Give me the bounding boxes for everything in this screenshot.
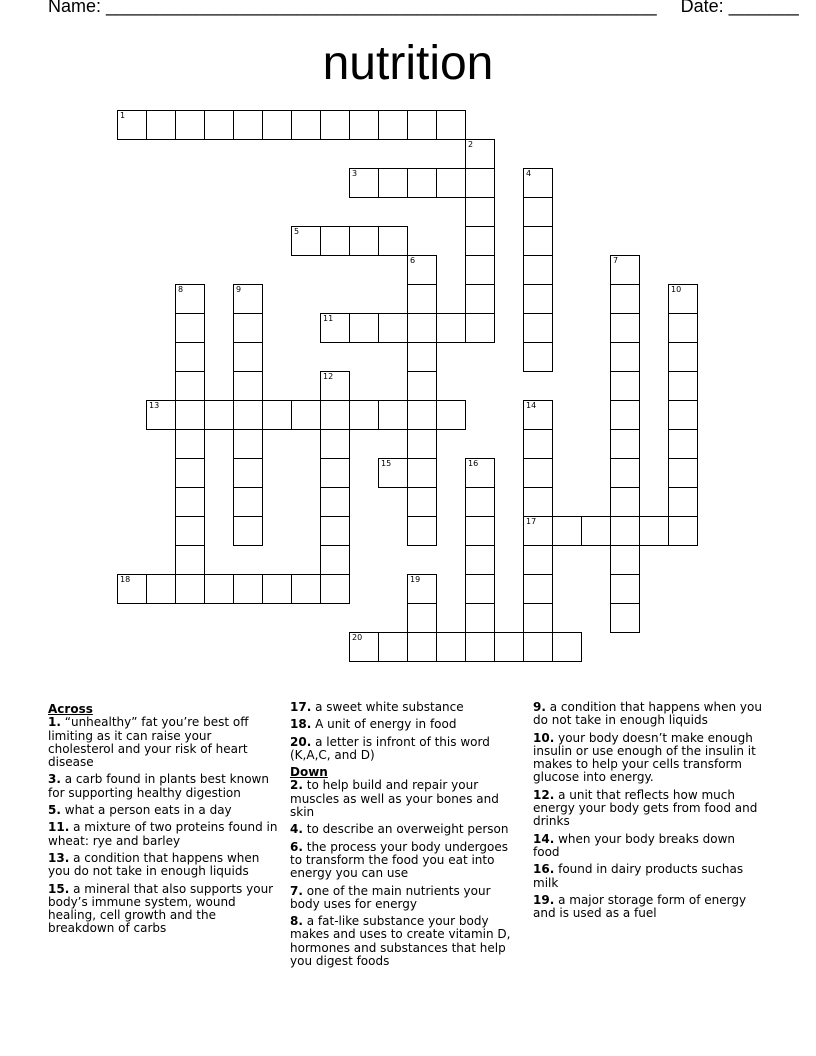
grid-cell[interactable] <box>204 574 234 604</box>
grid-cell[interactable] <box>233 400 263 430</box>
cell-number: 15 <box>381 459 392 468</box>
grid-cell[interactable] <box>378 458 408 488</box>
grid-cell[interactable] <box>523 284 553 314</box>
grid-cell[interactable] <box>175 400 205 430</box>
cell-number: 12 <box>323 372 334 381</box>
clue-down-9: 9. a condition that happens when you do not take in enough liquids <box>533 700 762 728</box>
grid-cell[interactable] <box>465 226 495 256</box>
grid-cell[interactable] <box>407 603 437 633</box>
clues-column-2 <box>290 701 522 972</box>
grid-cell[interactable] <box>204 110 234 140</box>
grid-cell[interactable] <box>349 110 379 140</box>
grid-cell[interactable] <box>523 313 553 343</box>
grid-cell[interactable] <box>523 168 553 198</box>
grid-cell[interactable] <box>465 516 495 546</box>
grid-cell[interactable] <box>320 400 350 430</box>
grid-cell[interactable] <box>233 371 263 401</box>
grid-cell[interactable] <box>233 313 263 343</box>
cell-number: 20 <box>352 633 363 642</box>
grid-cell[interactable] <box>407 429 437 459</box>
cell-number: 1 <box>120 111 126 120</box>
grid-cell[interactable] <box>407 168 437 198</box>
cell-number: 17 <box>526 517 537 526</box>
clue-down-16: 16. found in dairy products suchas milk <box>533 862 744 890</box>
grid-cell[interactable] <box>436 632 466 662</box>
grid-cell[interactable] <box>175 516 205 546</box>
clue-across-15: 15. a mineral that also supports your body’s immune system, wound healing, cell growth and the breakdown of carbs <box>48 881 274 936</box>
grid-cell[interactable] <box>610 284 640 314</box>
grid-cell[interactable] <box>262 574 292 604</box>
grid-cell[interactable] <box>175 313 205 343</box>
grid-cell[interactable] <box>291 574 321 604</box>
grid-cell[interactable] <box>349 632 379 662</box>
cell-number: 7 <box>613 256 619 265</box>
grid-cell[interactable] <box>233 516 263 546</box>
grid-cell[interactable] <box>378 400 408 430</box>
clue-across-1: 1. “unhealthy” fat you’re best off limiting as it can raise your cholesterol and your risk of heart disease <box>48 715 249 770</box>
clue-down-12: 12. a unit that reflects how much energy your body gets from food and drinks <box>533 787 758 829</box>
grid-cell[interactable] <box>175 574 205 604</box>
grid-cell[interactable] <box>320 545 350 575</box>
grid-cell[interactable] <box>320 429 350 459</box>
date-field-line[interactable]: _______ <box>728 0 799 16</box>
clue-down-8: 8. a fat-like substance your body makes and uses to create vitamin D, hormones and substances that help you digest foods <box>290 914 511 969</box>
grid-cell[interactable] <box>407 574 437 604</box>
clue-across-13: 13. a condition that happens when you do not take in enough liquids <box>48 850 260 879</box>
grid-cell[interactable] <box>175 284 205 314</box>
grid-cell[interactable] <box>465 574 495 604</box>
grid-cell[interactable] <box>407 458 437 488</box>
grid-cell[interactable] <box>175 458 205 488</box>
grid-cell[interactable] <box>436 110 466 140</box>
grid-cell[interactable] <box>552 632 582 662</box>
grid-cell[interactable] <box>668 400 698 430</box>
clue-down-19: 19. a major storage form of energy and is used as a fuel <box>533 892 747 921</box>
grid-cell[interactable] <box>175 487 205 517</box>
grid-cell[interactable] <box>552 516 582 546</box>
clue-across-20: 20. a letter is infront of this word (K,A,C, and D) <box>290 734 490 762</box>
grid-cell[interactable] <box>465 313 495 343</box>
grid-cell[interactable] <box>407 284 437 314</box>
grid-cell[interactable] <box>146 110 176 140</box>
clue-across-18: 18. A unit of energy in food <box>290 717 457 732</box>
grid-cell[interactable] <box>523 197 553 227</box>
name-field-line[interactable]: _______________________________________________________ <box>106 0 657 16</box>
grid-cell[interactable] <box>320 313 350 343</box>
grid-cell[interactable] <box>494 632 524 662</box>
cell-number: 6 <box>410 256 416 265</box>
grid-cell[interactable] <box>436 313 466 343</box>
grid-cell[interactable] <box>523 342 553 372</box>
grid-cell[interactable] <box>523 255 553 285</box>
grid-cell[interactable] <box>320 371 350 401</box>
grid-cell[interactable] <box>349 168 379 198</box>
grid-cell[interactable] <box>668 516 698 546</box>
grid-cell[interactable] <box>610 458 640 488</box>
grid-cell[interactable] <box>233 429 263 459</box>
clue-across-5: 5. what a person eats in a day <box>48 803 232 818</box>
grid-cell[interactable] <box>668 371 698 401</box>
date-label: Date: <box>680 0 724 16</box>
grid-cell[interactable] <box>610 603 640 633</box>
clue-down-10: 10. your body doesn’t make enough insulin or use enough of the insulin it makes to help your cells transform glucose into energy. <box>533 730 756 785</box>
grid-cell[interactable] <box>523 429 553 459</box>
clue-across-11: 11. a mixture of two proteins found in wheat: rye and barley <box>48 820 278 848</box>
grid-cell[interactable] <box>668 487 698 517</box>
grid-cell[interactable] <box>523 632 553 662</box>
grid-cell[interactable] <box>523 487 553 517</box>
grid-cell[interactable] <box>320 487 350 517</box>
grid-cell[interactable] <box>378 110 408 140</box>
grid-cell[interactable] <box>349 226 379 256</box>
grid-cell[interactable] <box>175 110 205 140</box>
grid-cell[interactable] <box>465 487 495 517</box>
grid-cell[interactable] <box>291 226 321 256</box>
clues-column-1 <box>48 701 280 940</box>
grid-cell[interactable] <box>320 574 350 604</box>
cell-number: 18 <box>120 575 131 584</box>
grid-cell[interactable] <box>262 110 292 140</box>
grid-cell[interactable] <box>610 342 640 372</box>
grid-cell[interactable] <box>465 139 495 169</box>
grid-cell[interactable] <box>465 632 495 662</box>
grid-cell[interactable] <box>146 574 176 604</box>
grid-cell[interactable] <box>407 255 437 285</box>
grid-cell[interactable] <box>523 516 553 546</box>
grid-cell[interactable] <box>233 342 263 372</box>
cell-number: 8 <box>178 285 184 294</box>
cell-number: 10 <box>671 285 682 294</box>
grid-cell[interactable] <box>610 545 640 575</box>
grid-cell[interactable] <box>610 313 640 343</box>
grid-cell[interactable] <box>320 110 350 140</box>
clue-across-3: 3. a carb found in plants best known for supporting healthy digestion <box>48 772 269 800</box>
cell-number: 16 <box>468 459 479 468</box>
grid-cell[interactable] <box>465 603 495 633</box>
cell-number: 11 <box>323 314 334 323</box>
grid-cell[interactable] <box>523 574 553 604</box>
grid-cell[interactable] <box>523 603 553 633</box>
grid-cell[interactable] <box>175 342 205 372</box>
grid-cell[interactable] <box>378 168 408 198</box>
clue-down-6: 6. the process your body undergoes to transform the food you eat into energy you can use <box>290 839 509 881</box>
grid-cell[interactable] <box>523 545 553 575</box>
grid-cell[interactable] <box>465 458 495 488</box>
grid-cell[interactable] <box>407 313 437 343</box>
grid-cell[interactable] <box>291 400 321 430</box>
grid-cell[interactable] <box>233 574 263 604</box>
across-heading: Across <box>48 702 93 716</box>
grid-cell[interactable] <box>407 371 437 401</box>
grid-cell[interactable] <box>610 487 640 517</box>
clue-down-14: 14. when your body breaks down food <box>533 831 736 859</box>
grid-cell[interactable] <box>175 371 205 401</box>
cell-number: 14 <box>526 401 537 410</box>
grid-cell[interactable] <box>262 400 292 430</box>
grid-cell[interactable] <box>233 284 263 314</box>
grid-cell[interactable] <box>610 255 640 285</box>
cell-number: 4 <box>526 169 532 178</box>
grid-cell[interactable] <box>233 110 263 140</box>
cell-number: 3 <box>352 169 358 178</box>
clue-down-7: 7. one of the main nutrients your body uses for energy <box>290 883 491 911</box>
grid-cell[interactable] <box>436 400 466 430</box>
clues-column-3 <box>533 701 765 924</box>
puzzle-title: nutrition <box>322 37 494 90</box>
grid-cell[interactable] <box>407 632 437 662</box>
grid-cell[interactable] <box>610 574 640 604</box>
grid-cell[interactable] <box>668 429 698 459</box>
grid-cell[interactable] <box>175 429 205 459</box>
grid-cell[interactable] <box>436 168 466 198</box>
grid-cell[interactable] <box>465 168 495 198</box>
grid-cell[interactable] <box>291 110 321 140</box>
grid-cell[interactable] <box>117 574 147 604</box>
grid-cell[interactable] <box>465 284 495 314</box>
grid-cell[interactable] <box>320 516 350 546</box>
grid-cell[interactable] <box>407 487 437 517</box>
grid-cell[interactable] <box>639 516 669 546</box>
grid-cell[interactable] <box>407 516 437 546</box>
grid-cell[interactable] <box>204 400 234 430</box>
grid-cell[interactable] <box>320 226 350 256</box>
grid-cell[interactable] <box>349 400 379 430</box>
grid-cell[interactable] <box>407 400 437 430</box>
grid-cell[interactable] <box>378 313 408 343</box>
grid-cell[interactable] <box>320 458 350 488</box>
grid-cell[interactable] <box>465 545 495 575</box>
grid-cell[interactable] <box>581 516 611 546</box>
grid-cell[interactable] <box>523 400 553 430</box>
grid-cell[interactable] <box>523 226 553 256</box>
grid-cell[interactable] <box>378 226 408 256</box>
cell-number: 9 <box>236 285 242 294</box>
grid-cell[interactable] <box>378 632 408 662</box>
grid-cell[interactable] <box>668 342 698 372</box>
cell-number: 13 <box>149 401 160 410</box>
grid-cell[interactable] <box>349 313 379 343</box>
grid-cell[interactable] <box>117 110 147 140</box>
cell-number: 19 <box>410 575 421 584</box>
grid-cell[interactable] <box>233 487 263 517</box>
grid-cell[interactable] <box>175 545 205 575</box>
grid-cell[interactable] <box>465 197 495 227</box>
grid-cell[interactable] <box>610 371 640 401</box>
grid-cell[interactable] <box>610 429 640 459</box>
grid-cell[interactable] <box>668 458 698 488</box>
clue-across-17: 17. a sweet white substance <box>290 700 464 714</box>
grid-cell[interactable] <box>668 284 698 314</box>
down-heading: Down <box>290 765 328 780</box>
grid-cell[interactable] <box>407 110 437 140</box>
name-label: Name: <box>48 0 102 16</box>
grid-cell[interactable] <box>146 400 176 430</box>
grid-cell[interactable] <box>407 342 437 372</box>
clue-down-4: 4. to describe an overweight person <box>290 822 509 837</box>
grid-cell[interactable] <box>668 313 698 343</box>
cell-number: 5 <box>294 227 300 236</box>
grid-cell[interactable] <box>610 400 640 430</box>
grid-cell[interactable] <box>610 516 640 546</box>
clue-down-2: 2. to help build and repair your muscles as well as your bones and skin <box>290 778 499 820</box>
grid-cell[interactable] <box>465 255 495 285</box>
grid-cell[interactable] <box>233 458 263 488</box>
cell-number: 2 <box>468 140 474 149</box>
grid-cell[interactable] <box>523 458 553 488</box>
